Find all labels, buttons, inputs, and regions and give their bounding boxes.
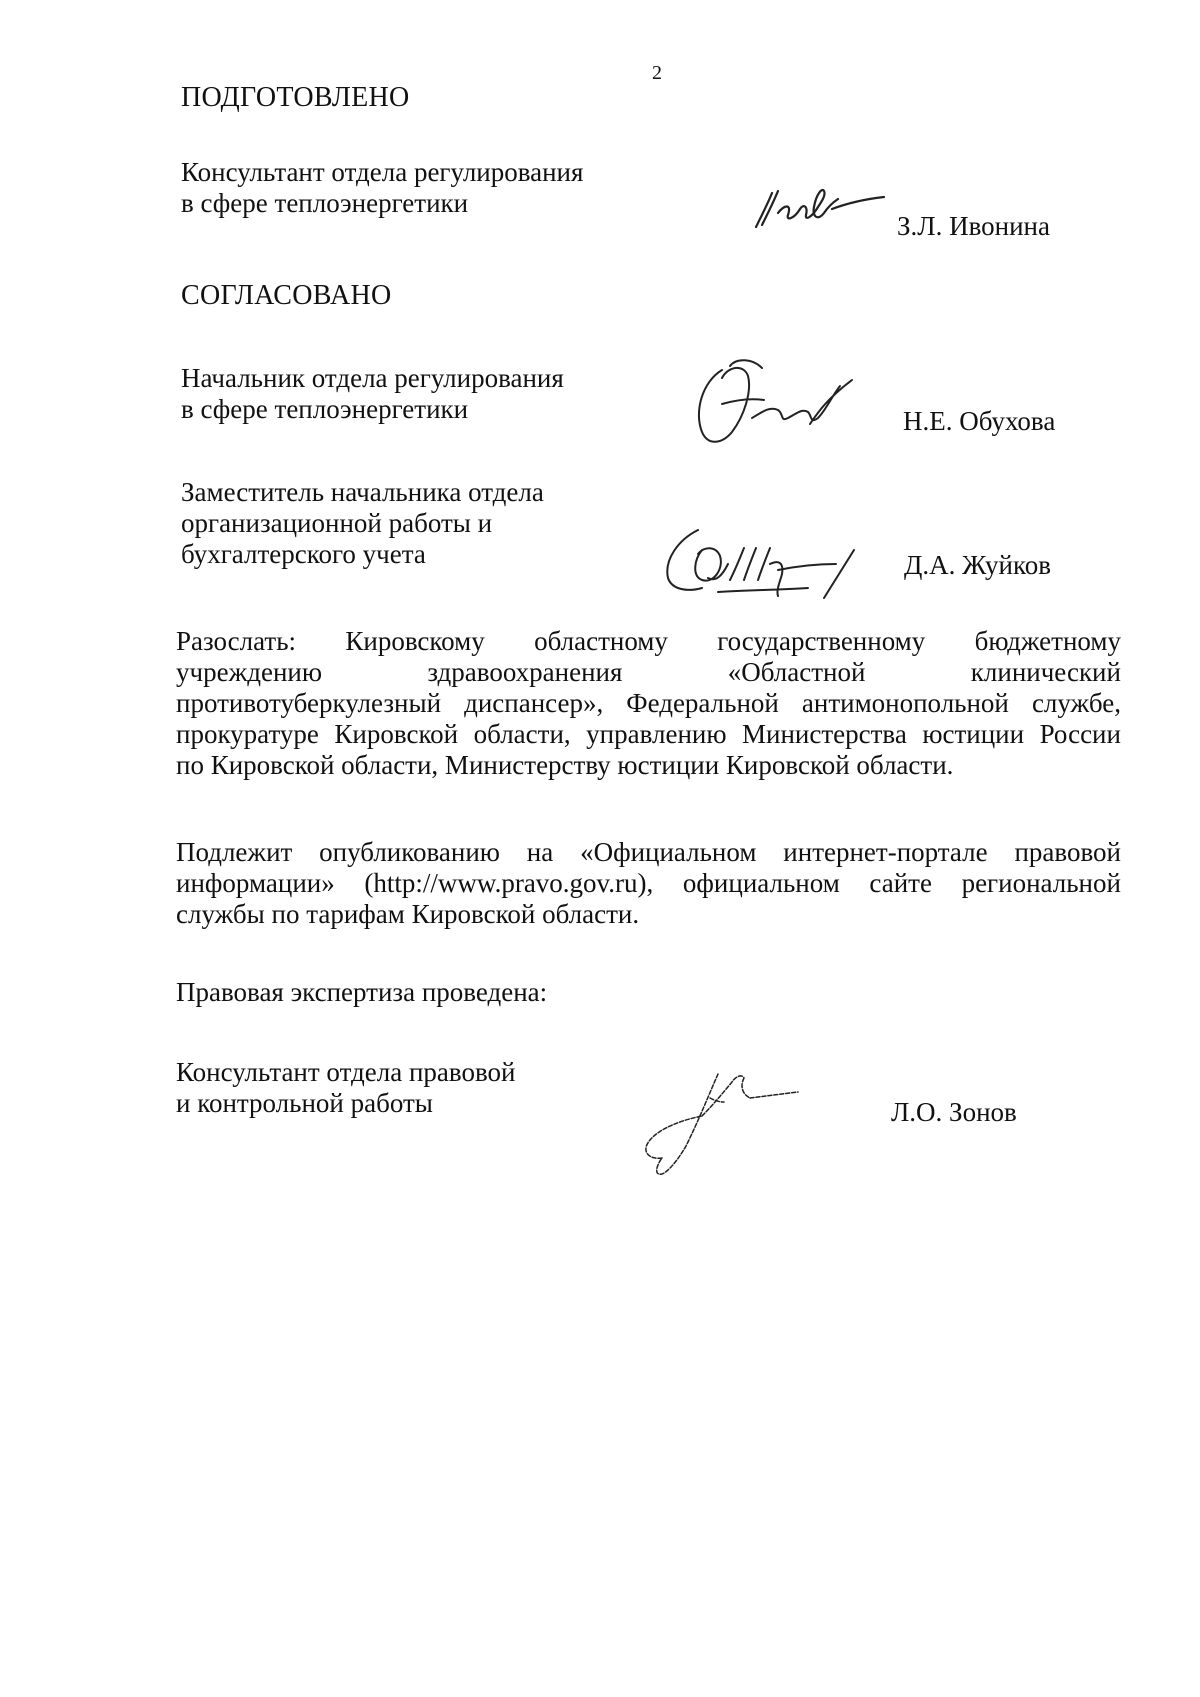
prepared-name: З.Л. Ивонина bbox=[897, 211, 1050, 241]
agreed-heading: СОГЛАСОВАНО bbox=[181, 280, 392, 311]
word: правовой bbox=[1014, 837, 1121, 867]
legal-review-position-line: и контрольной работы bbox=[176, 1088, 433, 1118]
page-number: 2 bbox=[652, 62, 662, 84]
word: прокуратуре bbox=[176, 719, 319, 749]
word: России bbox=[1039, 719, 1121, 749]
word: опубликованию bbox=[319, 837, 500, 867]
publication-last-line: службы по тарифам Кировской области. bbox=[176, 899, 640, 929]
distribution-line bbox=[176, 657, 1121, 688]
word: здравоохранения bbox=[427, 657, 623, 687]
distribution-paragraph bbox=[176, 626, 1121, 781]
word: учреждению bbox=[176, 657, 323, 687]
word: «Областной bbox=[727, 657, 866, 687]
word: официальном bbox=[682, 868, 840, 898]
signer-2-position bbox=[181, 477, 544, 570]
signer-2-position-line: организационной работы и bbox=[181, 508, 493, 538]
word: областному bbox=[534, 626, 668, 656]
word: государственному bbox=[717, 626, 926, 656]
word: клинический bbox=[970, 657, 1121, 687]
word: антимонопольной bbox=[801, 688, 1009, 718]
distribution-line bbox=[176, 688, 1121, 719]
legal-review-position bbox=[176, 1057, 515, 1119]
signer-1-position-line: в сфере теплоэнергетики bbox=[181, 394, 469, 424]
signer-1-position bbox=[181, 363, 564, 425]
signature-zonov bbox=[632, 1062, 812, 1182]
word: службе, bbox=[1031, 688, 1121, 718]
signer-2-name: Д.А. Жуйков bbox=[904, 550, 1051, 580]
signature-zhuikov bbox=[658, 520, 878, 600]
signer-1-position-line: Начальник отдела регулирования bbox=[181, 363, 564, 393]
word: (http://www.pravo.gov.ru), bbox=[364, 868, 654, 898]
word: на bbox=[526, 837, 554, 867]
prepared-position-line: Консультант отдела регулирования bbox=[181, 157, 584, 187]
word: Разослать: bbox=[176, 626, 297, 656]
word: диспансер», bbox=[464, 688, 604, 718]
legal-review-name: Л.О. Зонов bbox=[891, 1097, 1017, 1127]
word: области, bbox=[473, 719, 571, 749]
word: интернет-портале bbox=[783, 837, 988, 867]
word: противотуберкулезный bbox=[176, 688, 442, 718]
publication-line bbox=[176, 837, 1121, 868]
prepared-heading: ПОДГОТОВЛЕНО bbox=[181, 82, 410, 113]
word: сайте bbox=[869, 868, 932, 898]
signer-1-name: Н.Е. Обухова bbox=[903, 406, 1056, 436]
prepared-position-line: в сфере теплоэнергетики bbox=[181, 188, 469, 218]
word: Федеральной bbox=[626, 688, 779, 718]
signature-ivonina bbox=[748, 185, 888, 240]
word: региональной bbox=[961, 868, 1121, 898]
word: юстиции bbox=[922, 719, 1025, 749]
publication-paragraph bbox=[176, 837, 1121, 930]
word: бюджетному bbox=[974, 626, 1121, 656]
word: Подлежит bbox=[176, 837, 293, 867]
distribution-line bbox=[176, 719, 1121, 750]
distribution-last-line: по Кировской области, Министерству юстиции Кировской области. bbox=[176, 750, 954, 780]
signature-obukhova bbox=[692, 352, 862, 452]
word: Кировскому bbox=[345, 626, 485, 656]
word: информации» bbox=[176, 868, 335, 898]
signer-2-position-line: Заместитель начальника отдела bbox=[181, 477, 544, 507]
signer-2-position-line: бухгалтерского учета bbox=[181, 539, 426, 569]
legal-review-position-line: Консультант отдела правовой bbox=[176, 1057, 516, 1087]
publication-line bbox=[176, 868, 1121, 899]
word: Кировской bbox=[334, 719, 459, 749]
word: «Официальном bbox=[580, 837, 757, 867]
distribution-line bbox=[176, 626, 1121, 657]
word: управлению bbox=[586, 719, 727, 749]
prepared-position bbox=[181, 157, 583, 219]
word: Министерства bbox=[742, 719, 907, 749]
legal-review-label: Правовая экспертиза проведена: bbox=[176, 977, 548, 1007]
